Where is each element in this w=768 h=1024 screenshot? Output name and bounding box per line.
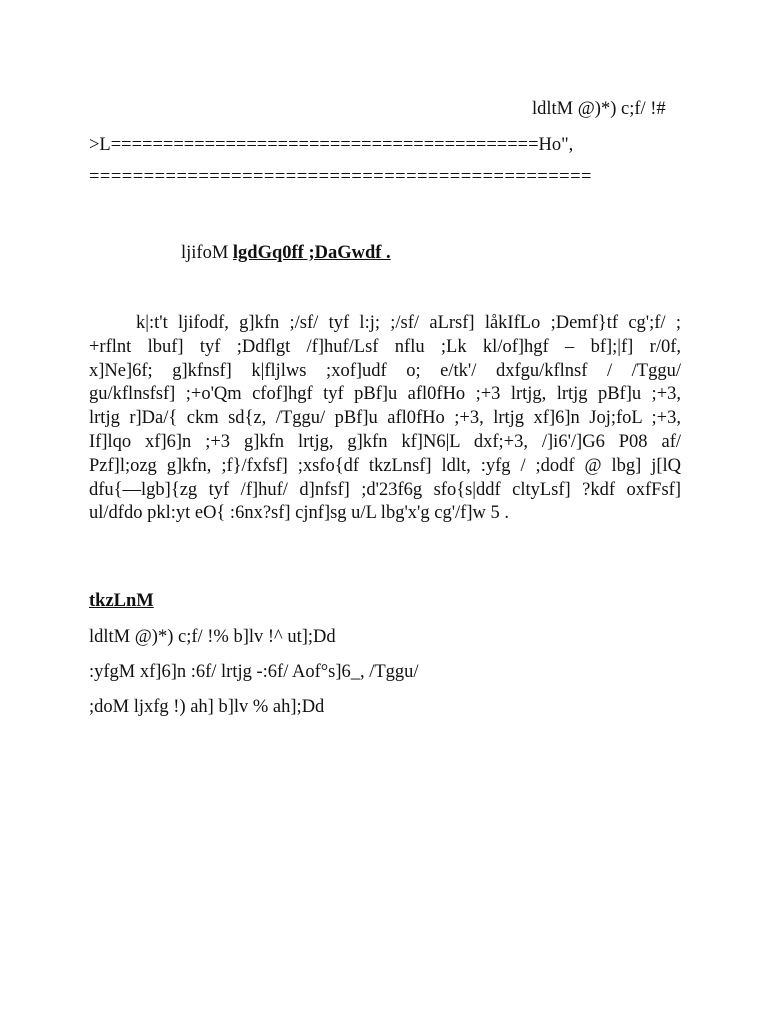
reference-date-line: ldltM @)*) c;f/ !# <box>532 99 666 119</box>
body-line: dfu{—lgb]{zg tyf /f]huf/ d]nfsf] ;d'23f6g sfo{s|ddf cltyLsf] ?kdf oxfFsf] <box>89 479 681 500</box>
subject-line <box>181 240 391 266</box>
schedule-date: ldltM @)*) c;f/ !% b]lv !^ ut];Dd <box>89 627 336 647</box>
separator-line: ============================================== <box>89 167 592 187</box>
body-paragraph <box>89 312 681 526</box>
body-line: x]Ne]6f; g]kfnsf] k|fljlws ;xof]udf o; e/tk'/ dxfgu/kflnsf / /Tggu/ <box>89 360 681 381</box>
subject-label: ljifoM <box>181 243 233 263</box>
body-line: If]lqo xf]6]n ;+3 g]kfn lrtjg, g]kfn kf]N6|L dxf;+3, /]i6'/]G6 P08 af/ <box>89 431 681 452</box>
body-line: ul/dfdo pkl:yt eO{ :6nx?sf] cjnf]sg u/L lbg'x'g cg'/f]w 5 . <box>89 503 509 524</box>
body-line: lrtjg r]Da/{ ckm sd{z, /Tggu/ pBf]u afl0fHo ;+3, lrtjg xf]6]n Joj;foL ;+3, <box>89 408 681 429</box>
recipient-separator-line: >L=========================================Ho", <box>89 135 574 155</box>
schedule-time: ;doM ljxfg !) ah] b]lv % ah];Dd <box>89 697 325 717</box>
subject-value: lgdGq0ff ;DaGwdf . <box>232 243 391 263</box>
body-line: gu/kflnsfsf] ;+o'Qm cfof]hgf tyf pBf]u afl0fHo ;+3 lrtjg, lrtjg pBf]u ;+3, <box>89 384 681 405</box>
schedule-place: :yfgM xf]6]n :6f/ lrtjg -:6f/ Aof°s]6_, /Tggu/ <box>89 662 419 682</box>
schedule-heading: tkzLnM <box>89 591 154 611</box>
body-line: +rflnt lbuf] tyf ;Ddflgt /f]huf/Lsf nflu ;Lk kl/of]hgf – bf];|f] r/0f, <box>89 336 681 357</box>
body-line: Pzf]l;ozg g]kfn, ;f}/fxfsf] ;xsfo{df tkzLnsf] ldlt, :yfg / ;dodf @ lbg] j[lQ <box>89 455 681 476</box>
body-line: k|:t't ljifodf, g]kfn ;/sf/ tyf l:j; ;/sf/ aLrsf] låkIfLo ;Demf}tf cg';f/ ; <box>136 313 681 333</box>
